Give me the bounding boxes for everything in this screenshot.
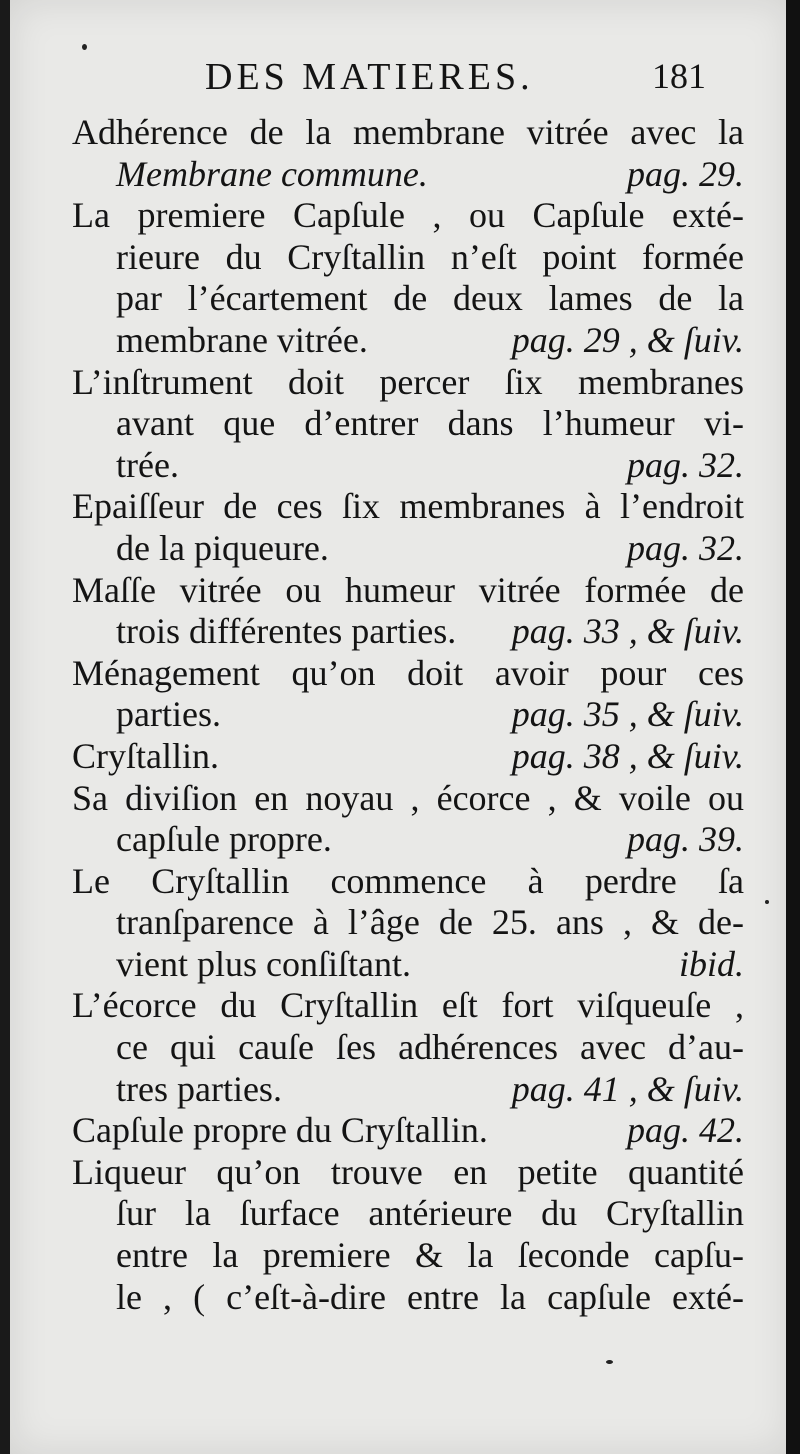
entry-first-line: La premiere Capſule , ou Capſule exté- — [72, 195, 744, 236]
entry-last-line — [72, 320, 744, 362]
entry-first-line: Sa diviſion en noyau , écorce , & voile ou — [72, 777, 744, 818]
entry-text: Cryſtallin. — [72, 735, 219, 776]
entry-continuation-line: par l’écartement de deux lames de la — [116, 278, 744, 319]
index-entry — [72, 653, 744, 736]
entry-text: vient plus conſiſtant. — [116, 943, 411, 984]
page-header — [10, 55, 790, 105]
page-reference: pag. 39. — [627, 819, 744, 860]
entry-text: trée. — [116, 444, 179, 485]
page-reference: pag. 41 , & ſuiv. — [511, 1068, 744, 1109]
entry-text: Membrane commune. — [116, 153, 428, 194]
entry-last-line — [72, 819, 744, 861]
index-entry — [72, 195, 744, 361]
entry-continuation-line: entre la premiere & la ſeconde capſu- — [116, 1235, 744, 1276]
entry-last-line — [72, 611, 744, 653]
entry-last-line — [72, 528, 744, 570]
page-reference: pag. 29. — [627, 153, 744, 194]
page-reference: pag. 33 , & ſuiv. — [511, 611, 744, 652]
page-reference: pag. 32. — [627, 444, 744, 485]
index-entry — [72, 570, 744, 653]
entry-continuation-line: tranſparence à l’âge de 25. ans , & de- — [116, 902, 744, 943]
entry-text: membrane vitrée. — [116, 319, 368, 360]
running-head: DES MATIERES. — [205, 56, 534, 98]
entry-last-line — [72, 694, 744, 736]
page-reference: pag. 29 , & ſuiv. — [511, 319, 744, 360]
entry-last-line — [72, 445, 744, 487]
index-entry — [72, 1110, 744, 1152]
index-entry — [72, 362, 744, 487]
entry-text: de la piqueure. — [116, 527, 329, 568]
ink-speck — [765, 900, 769, 904]
entry-continuation-line: le , ( c’eſt-à-dire entre la capſule exté- — [116, 1276, 744, 1317]
entry-continuation-line: avant que d’entrer dans l’humeur vi- — [116, 403, 744, 444]
index-entry — [72, 112, 744, 195]
entry-last-line — [72, 944, 744, 986]
entry-first-line: Epaiſſeur de ces ſix membranes à l’endroit — [72, 486, 744, 527]
entry-last-line — [72, 736, 744, 778]
entry-first-line: Ménagement qu’on doit avoir pour ces — [72, 652, 744, 693]
page-reference: pag. 32. — [627, 527, 744, 568]
entry-text: parties. — [116, 694, 221, 735]
entry-continuation-line: rieure du Cryſtallin n’eſt point formée — [116, 236, 744, 277]
entry-continuation-line: ſur la ſurface antérieure du Cryſtallin — [116, 1193, 744, 1234]
entry-text: capſule propre. — [116, 819, 332, 860]
entry-first-line: Liqueur qu’on trouve en petite quantité — [72, 1151, 744, 1192]
entry-first-line: Adhérence de la membrane vitrée avec la — [72, 112, 744, 152]
page-edge-shadow — [786, 0, 800, 1454]
entry-first-line: L’inſtrument doit percer ſix membranes — [72, 361, 744, 402]
page-number: 181 — [652, 56, 706, 96]
page-reference: pag. 42. — [627, 1110, 744, 1151]
index-entry — [72, 985, 744, 1110]
entry-text: tres parties. — [116, 1068, 282, 1109]
page-reference: ibid. — [678, 943, 744, 984]
index-entry — [72, 861, 744, 986]
page-reference: pag. 35 , & ſuiv. — [511, 694, 744, 735]
entry-first-line: Maſſe vitrée ou humeur vitrée formée de — [72, 569, 744, 610]
index-entry — [72, 1152, 744, 1318]
entry-last-line — [72, 154, 744, 196]
ink-speck — [606, 1360, 613, 1364]
entry-text: Capſule propre du Cryſtallin. — [72, 1110, 488, 1151]
entry-continuation-line: ce qui cauſe ſes adhérences avec d’au- — [116, 1027, 744, 1068]
index-entries — [72, 112, 744, 1318]
entry-first-line: L’écorce du Cryſtallin eſt fort viſqueuſe , — [72, 985, 744, 1026]
ink-speck — [82, 44, 87, 50]
index-entry — [72, 778, 744, 861]
entry-first-line: Le Cryſtallin commence à perdre ſa — [72, 860, 744, 901]
book-page — [10, 0, 790, 1454]
entry-last-line — [72, 1069, 744, 1111]
page-reference: pag. 38 , & ſuiv. — [511, 735, 744, 776]
index-entry — [72, 736, 744, 778]
entry-last-line — [72, 1110, 744, 1152]
index-entry — [72, 486, 744, 569]
entry-text: trois différentes parties. — [116, 611, 457, 652]
